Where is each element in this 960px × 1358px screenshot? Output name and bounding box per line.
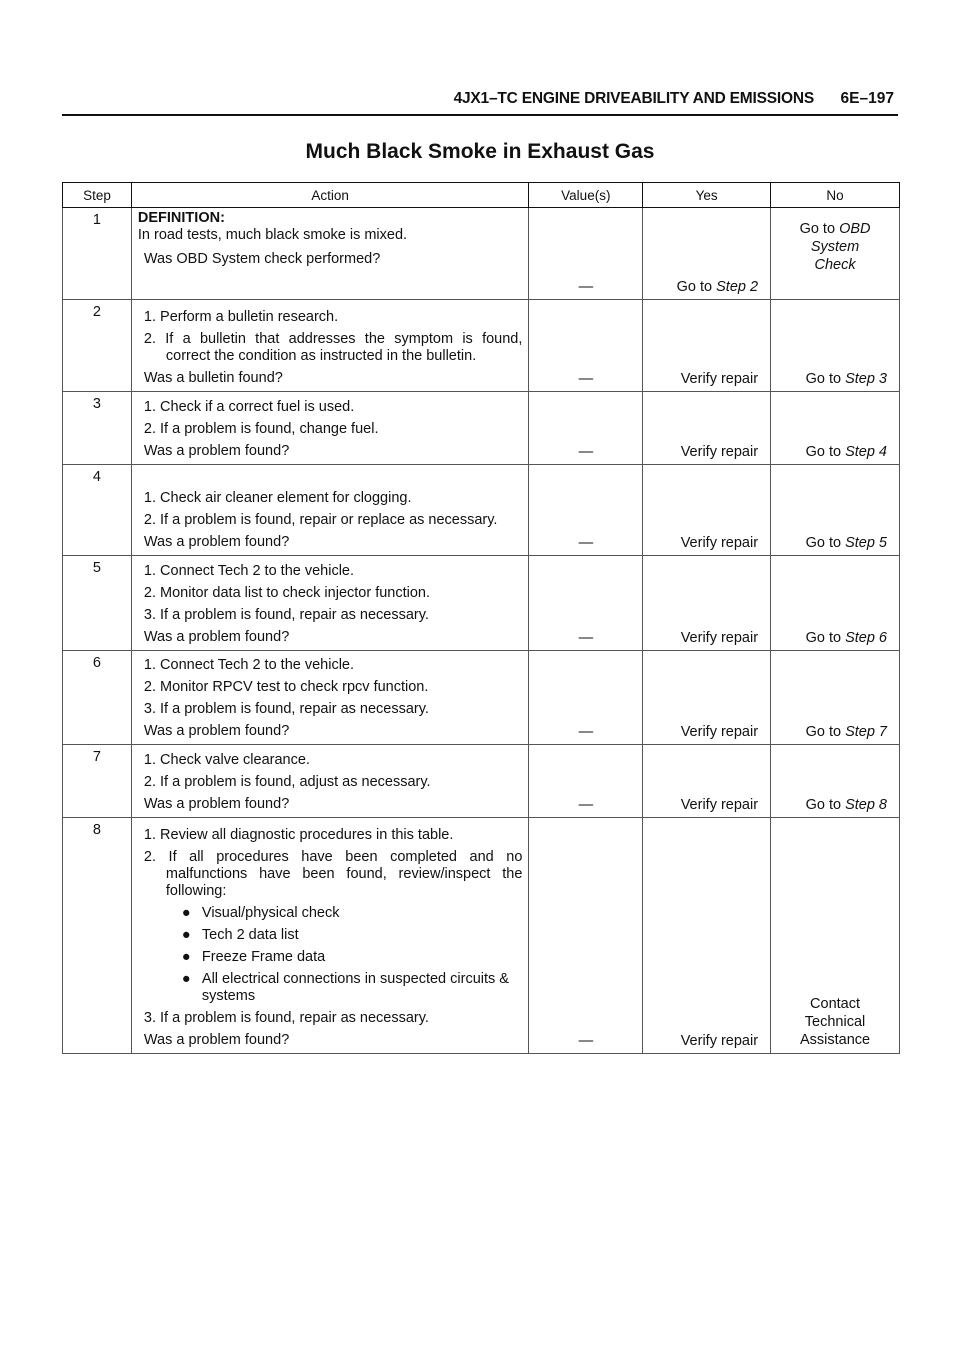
step-question: Was a problem found? bbox=[143, 534, 290, 550]
action-item: 1. Review all diagnostic procedures in this table. bbox=[143, 827, 454, 843]
obd-check-link[interactable]: OBD bbox=[839, 221, 871, 237]
no-prefix: Go to bbox=[805, 724, 842, 740]
bullet-dot-icon: ● bbox=[181, 949, 191, 965]
action-item: 3. If a problem is found, repair as necessary. bbox=[143, 1010, 429, 1026]
action-item: 2. If a problem is found, repair or replace as necessary. bbox=[143, 512, 498, 528]
step-link[interactable]: Step 2 bbox=[716, 279, 759, 295]
page-number: 6E–197 bbox=[840, 90, 894, 107]
no-prefix: Go to bbox=[799, 221, 836, 237]
action-cell bbox=[131, 556, 528, 651]
step-number: 2 bbox=[63, 300, 132, 392]
value-cell: — bbox=[529, 818, 643, 1054]
action-item: 2. Monitor RPCV test to check rpcv function. bbox=[143, 679, 429, 695]
step-link[interactable]: Step 8 bbox=[845, 797, 887, 813]
bullet-item: ● Tech 2 data list bbox=[181, 927, 299, 943]
step-link[interactable]: Step 6 bbox=[845, 630, 887, 646]
action-item: 2. If all procedures have been completed and no malfunctions have been found, review/inspect the following: bbox=[143, 849, 523, 899]
value-cell: — bbox=[529, 465, 643, 556]
col-header-value: Value(s) bbox=[529, 183, 643, 208]
action-cell bbox=[131, 392, 528, 465]
table-row bbox=[63, 818, 900, 1054]
no-cell bbox=[771, 651, 900, 745]
action-cell bbox=[131, 818, 528, 1054]
bullet-dot-icon: ● bbox=[181, 927, 191, 943]
table-row bbox=[63, 300, 900, 392]
step-question: Was a problem found? bbox=[143, 723, 290, 739]
yes-prefix: Go to bbox=[676, 279, 713, 295]
bullet-dot-icon: ● bbox=[181, 971, 191, 987]
table-row bbox=[63, 651, 900, 745]
page-title: Much Black Smoke in Exhaust Gas bbox=[305, 140, 655, 163]
col-header-action: Action bbox=[131, 183, 528, 208]
obd-check-link-line3[interactable]: Check bbox=[814, 257, 856, 273]
step-number: 6 bbox=[63, 651, 132, 745]
contact-line: Technical bbox=[804, 1014, 866, 1030]
obd-check-link-line2[interactable]: System bbox=[810, 239, 860, 255]
col-header-no: No bbox=[771, 183, 900, 208]
action-cell bbox=[131, 651, 528, 745]
step-link[interactable]: Step 7 bbox=[845, 724, 887, 740]
step-number: 5 bbox=[63, 556, 132, 651]
definition-label: DEFINITION: bbox=[137, 210, 225, 226]
action-item: 2. Monitor data list to check injector function. bbox=[143, 585, 431, 601]
action-cell bbox=[131, 300, 528, 392]
step-number: 4 bbox=[63, 465, 132, 556]
step-number: 3 bbox=[63, 392, 132, 465]
no-cell bbox=[771, 818, 900, 1054]
action-cell bbox=[131, 208, 528, 300]
value-cell: — bbox=[529, 208, 643, 300]
value-cell: — bbox=[529, 300, 643, 392]
action-item: 3. If a problem is found, repair as necessary. bbox=[143, 607, 429, 623]
contact-line: Contact bbox=[810, 996, 861, 1012]
no-prefix: Go to bbox=[805, 371, 842, 387]
action-item: 1. Check air cleaner element for clogging. bbox=[143, 490, 412, 506]
table-row bbox=[63, 465, 900, 556]
no-cell bbox=[771, 556, 900, 651]
step-question: Was a problem found? bbox=[143, 1032, 290, 1048]
table-row bbox=[63, 556, 900, 651]
no-prefix: Go to bbox=[805, 630, 842, 646]
section-title: 4JX1–TC ENGINE DRIVEABILITY AND EMISSIONS bbox=[453, 90, 814, 107]
step-question: Was a problem found? bbox=[143, 443, 290, 459]
no-cell bbox=[771, 465, 900, 556]
step-question: Was a bulletin found? bbox=[143, 370, 283, 386]
action-item: 2. If a problem is found, adjust as necessary. bbox=[143, 774, 431, 790]
table-row bbox=[63, 208, 900, 300]
action-item: 2. If a problem is found, change fuel. bbox=[143, 421, 379, 437]
bullet-item: ● Freeze Frame data bbox=[181, 949, 326, 965]
table-row bbox=[63, 745, 900, 818]
no-prefix: Go to bbox=[805, 797, 842, 813]
action-item: 3. If a problem is found, repair as necessary. bbox=[143, 701, 429, 717]
yes-cell: Verify repair bbox=[643, 818, 771, 1054]
table-row bbox=[63, 392, 900, 465]
diagnostic-table bbox=[62, 182, 900, 1054]
value-cell: — bbox=[529, 392, 643, 465]
definition-text: In road tests, much black smoke is mixed. bbox=[137, 227, 408, 243]
no-cell bbox=[771, 392, 900, 465]
bullet-dot-icon: ● bbox=[181, 905, 191, 921]
no-cell bbox=[771, 745, 900, 818]
action-item: 1. Connect Tech 2 to the vehicle. bbox=[143, 563, 355, 579]
action-item: 1. Check if a correct fuel is used. bbox=[143, 399, 355, 415]
step-link[interactable]: Step 3 bbox=[845, 371, 887, 387]
bullet-item: ● Visual/physical check bbox=[181, 905, 340, 921]
action-item: 1. Check valve clearance. bbox=[143, 752, 310, 768]
col-header-yes: Yes bbox=[643, 183, 771, 208]
no-cell bbox=[771, 208, 900, 300]
step-link[interactable]: Step 4 bbox=[845, 444, 887, 460]
value-cell: — bbox=[529, 651, 643, 745]
yes-cell: Verify repair bbox=[643, 556, 771, 651]
contact-line: Assistance bbox=[799, 1032, 871, 1048]
action-item: 1. Connect Tech 2 to the vehicle. bbox=[143, 657, 355, 673]
step-question: Was a problem found? bbox=[143, 629, 290, 645]
yes-cell: Verify repair bbox=[643, 392, 771, 465]
no-prefix: Go to bbox=[805, 444, 842, 460]
value-cell: — bbox=[529, 556, 643, 651]
table-header-row bbox=[63, 183, 900, 208]
step-question: Was a problem found? bbox=[143, 796, 290, 812]
step-number: 1 bbox=[63, 208, 132, 300]
yes-cell: Verify repair bbox=[643, 745, 771, 818]
step-question: Was OBD System check performed? bbox=[143, 251, 381, 267]
yes-cell: Verify repair bbox=[643, 465, 771, 556]
step-number: 8 bbox=[63, 818, 132, 1054]
no-prefix: Go to bbox=[805, 535, 842, 551]
action-cell bbox=[131, 745, 528, 818]
value-cell: — bbox=[529, 745, 643, 818]
action-item: 1. Perform a bulletin research. bbox=[143, 309, 339, 325]
no-cell bbox=[771, 300, 900, 392]
yes-cell: Verify repair bbox=[643, 300, 771, 392]
action-cell bbox=[131, 465, 528, 556]
bullet-item: ● All electrical connections in suspected circuits & systems bbox=[181, 971, 509, 1004]
yes-cell: Verify repair bbox=[643, 651, 771, 745]
step-number: 7 bbox=[63, 745, 132, 818]
yes-cell bbox=[643, 208, 771, 300]
step-link[interactable]: Step 5 bbox=[845, 535, 887, 551]
action-item: 2. If a bulletin that addresses the symptom is found, correct the condition as instructed in the bulletin. bbox=[143, 331, 523, 364]
page-header bbox=[62, 88, 898, 116]
col-header-step: Step bbox=[63, 183, 132, 208]
